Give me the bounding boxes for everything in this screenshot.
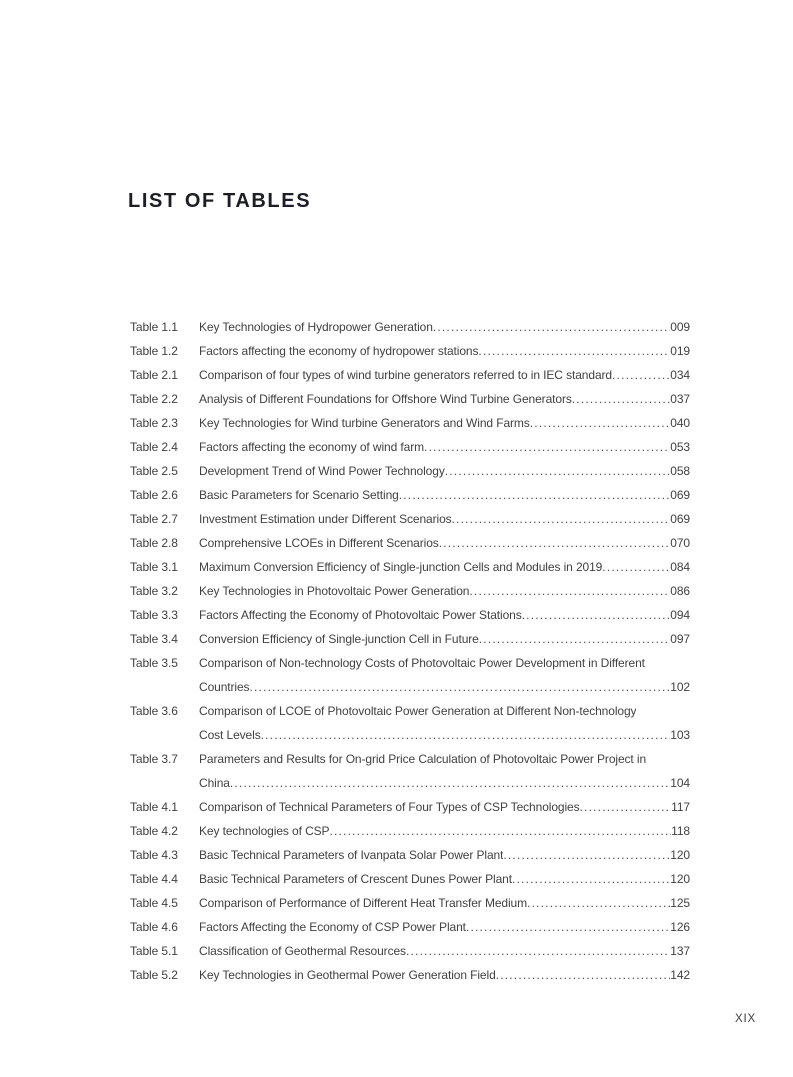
toc-entry xyxy=(130,483,690,507)
toc-entry-page: 104 xyxy=(670,776,690,790)
toc-entry xyxy=(130,363,690,387)
toc-entry-page: 120 xyxy=(670,848,690,862)
dot-leader xyxy=(522,603,671,627)
toc-entry-title: Factors Affecting the Economy of CSP Power Plant xyxy=(199,920,466,934)
toc-entry-title: Factors Affecting the Economy of Photovoltaic Power Stations xyxy=(199,608,522,622)
toc-entry-title: Comparison of four types of wind turbine generators referred to in IEC standard xyxy=(199,368,612,382)
toc-entry xyxy=(130,747,690,771)
toc-entry xyxy=(130,339,690,363)
toc-entry-page: 034 xyxy=(670,368,690,382)
dot-leader xyxy=(503,843,670,867)
dot-leader xyxy=(329,819,671,843)
toc-entry-title: China xyxy=(199,776,230,790)
toc-entry-title: Analysis of Different Foundations for Offshore Wind Turbine Generators xyxy=(199,392,572,406)
toc-entry xyxy=(130,915,690,939)
dot-leader xyxy=(602,555,670,579)
toc-entry-page: 094 xyxy=(670,608,690,622)
dot-leader xyxy=(572,387,671,411)
toc-entry-label: Table 4.5 xyxy=(130,896,178,910)
toc-list xyxy=(130,315,690,987)
toc-entry-label: Table 3.4 xyxy=(130,632,178,646)
toc-entry xyxy=(130,843,690,867)
toc-entry-page: 009 xyxy=(670,320,690,334)
toc-entry-page: 084 xyxy=(670,560,690,574)
toc-entry xyxy=(130,579,690,603)
toc-entry-title: Factors affecting the economy of wind farm xyxy=(199,440,425,454)
toc-entry-title: Parameters and Results for On-grid Price Calculation of Photovoltaic Power Project in xyxy=(199,752,647,766)
toc-entry-label: Table 3.1 xyxy=(130,560,178,574)
toc-entry-title: Key Technologies in Geothermal Power Generation Field xyxy=(199,968,496,982)
toc-entry-page: 086 xyxy=(670,584,690,598)
dot-leader xyxy=(445,459,671,483)
dot-leader xyxy=(424,435,670,459)
toc-entry-title: Key Technologies of Hydropower Generation xyxy=(199,320,433,334)
toc-entry-page: 117 xyxy=(671,800,690,814)
dot-leader xyxy=(399,483,671,507)
toc-entry-title: Factors affecting the economy of hydropower stations xyxy=(199,344,479,358)
dot-leader xyxy=(466,915,670,939)
toc-entry-title: Countries xyxy=(199,680,250,694)
toc-entry-label: Table 4.1 xyxy=(130,800,178,814)
toc-entry-label: Table 4.3 xyxy=(130,848,178,862)
toc-entry-page: 069 xyxy=(670,488,690,502)
toc-entry xyxy=(130,459,690,483)
toc-entry-page: 058 xyxy=(670,464,690,478)
dot-leader xyxy=(439,531,671,555)
toc-entry-title: Comparison of Performance of Different Heat Transfer Medium xyxy=(199,896,528,910)
toc-entry xyxy=(130,819,690,843)
toc-entry xyxy=(130,891,690,915)
page-number: XIX xyxy=(735,1013,756,1025)
dot-leader xyxy=(580,795,672,819)
toc-entry xyxy=(130,867,690,891)
toc-entry xyxy=(130,435,690,459)
toc-entry xyxy=(130,963,690,987)
toc-entry xyxy=(130,651,690,675)
toc-entry-page: 069 xyxy=(670,512,690,526)
toc-entry xyxy=(130,699,690,723)
toc-entry-title: Basic Technical Parameters of Crescent Dunes Power Plant xyxy=(199,872,512,886)
dot-leader xyxy=(261,723,671,747)
toc-entry-title: Classification of Geothermal Resources xyxy=(199,944,406,958)
toc-entry-title: Key technologies of CSP xyxy=(199,824,330,838)
toc-entry-page: 125 xyxy=(670,896,690,910)
toc-entry xyxy=(130,627,690,651)
toc-entry-continuation xyxy=(130,723,690,747)
toc-entry-page: 102 xyxy=(670,680,690,694)
toc-entry-title: Comparison of Technical Parameters of Four Types of CSP Technologies xyxy=(199,800,580,814)
toc-entry-page: 037 xyxy=(670,392,690,406)
toc-entry-title: Investment Estimation under Different Scenarios xyxy=(199,512,452,526)
toc-entry-continuation xyxy=(130,771,690,795)
toc-entry xyxy=(130,603,690,627)
toc-entry-label: Table 4.4 xyxy=(130,872,178,886)
toc-entry-title: Maximum Conversion Efficiency of Single-junction Cells and Modules in 2019 xyxy=(199,560,603,574)
toc-entry-title: Basic Parameters for Scenario Setting xyxy=(199,488,399,502)
toc-entry-label: Table 1.1 xyxy=(130,320,178,334)
toc-entry-label: Table 2.8 xyxy=(130,536,178,550)
toc-entry-title: Cost Levels xyxy=(199,728,261,742)
toc-entry-page: 103 xyxy=(670,728,690,742)
toc-entry-label: Table 2.3 xyxy=(130,416,178,430)
page-title: LIST OF TABLES xyxy=(128,190,312,212)
toc-entry-label: Table 3.2 xyxy=(130,584,178,598)
toc-entry-label: Table 1.2 xyxy=(130,344,178,358)
dot-leader xyxy=(469,579,670,603)
toc-entry-title: Key Technologies for Wind turbine Generators and Wind Farms xyxy=(199,416,530,430)
dot-leader xyxy=(612,363,670,387)
toc-entry xyxy=(130,507,690,531)
toc-entry-title: Comparison of Non-technology Costs of Photovoltaic Power Development in Different xyxy=(199,656,645,670)
toc-entry-label: Table 2.7 xyxy=(130,512,178,526)
toc-entry-title: Comparison of LCOE of Photovoltaic Power Generation at Different Non-technology xyxy=(199,704,637,718)
toc-entry-page: 118 xyxy=(671,824,690,838)
toc-entry xyxy=(130,555,690,579)
toc-entry-label: Table 2.2 xyxy=(130,392,178,406)
toc-entry xyxy=(130,315,690,339)
dot-leader xyxy=(406,939,670,963)
dot-leader xyxy=(478,339,670,363)
toc-entry xyxy=(130,795,690,819)
toc-entry-page: 019 xyxy=(670,344,690,358)
toc-entry-label: Table 3.3 xyxy=(130,608,178,622)
dot-leader xyxy=(527,891,670,915)
toc-entry-page: 137 xyxy=(670,944,690,958)
toc-entry-title: Basic Technical Parameters of Ivanpata Solar Power Plant xyxy=(199,848,504,862)
toc-entry-page: 097 xyxy=(670,632,690,646)
toc-entry xyxy=(130,939,690,963)
dot-leader xyxy=(249,675,670,699)
toc-entry-label: Table 2.5 xyxy=(130,464,178,478)
toc-entry-title: Conversion Efficiency of Single-junction Cell in Future xyxy=(199,632,479,646)
dot-leader xyxy=(433,315,670,339)
toc-entry xyxy=(130,411,690,435)
toc-entry-title: Comprehensive LCOEs in Different Scenarios xyxy=(199,536,439,550)
dot-leader xyxy=(512,867,670,891)
toc-entry-label: Table 4.2 xyxy=(130,824,178,838)
toc-entry-label: Table 5.2 xyxy=(130,968,178,982)
toc-entry-title: Development Trend of Wind Power Technology xyxy=(199,464,445,478)
toc-entry-label: Table 3.5 xyxy=(130,656,178,670)
toc-entry-label: Table 2.1 xyxy=(130,368,178,382)
toc-entry-label: Table 3.7 xyxy=(130,752,178,766)
toc-entry-page: 126 xyxy=(670,920,690,934)
toc-entry-label: Table 5.1 xyxy=(130,944,178,958)
toc-entry-page: 070 xyxy=(670,536,690,550)
toc-entry-continuation xyxy=(130,675,690,699)
toc-entry-page: 040 xyxy=(670,416,690,430)
toc-entry-label: Table 4.6 xyxy=(130,920,178,934)
toc-entry xyxy=(130,531,690,555)
toc-entry-label: Table 2.6 xyxy=(130,488,178,502)
dot-leader xyxy=(496,963,671,987)
toc-entry xyxy=(130,387,690,411)
dot-leader xyxy=(452,507,671,531)
toc-entry-page: 120 xyxy=(670,872,690,886)
toc-entry-label: Table 3.6 xyxy=(130,704,178,718)
toc-entry-label: Table 2.4 xyxy=(130,440,178,454)
toc-entry-page: 053 xyxy=(670,440,690,454)
toc-entry-page: 142 xyxy=(670,968,690,982)
dot-leader xyxy=(530,411,671,435)
dot-leader xyxy=(230,771,670,795)
dot-leader xyxy=(479,627,671,651)
toc-entry-title: Key Technologies in Photovoltaic Power Generation xyxy=(199,584,470,598)
